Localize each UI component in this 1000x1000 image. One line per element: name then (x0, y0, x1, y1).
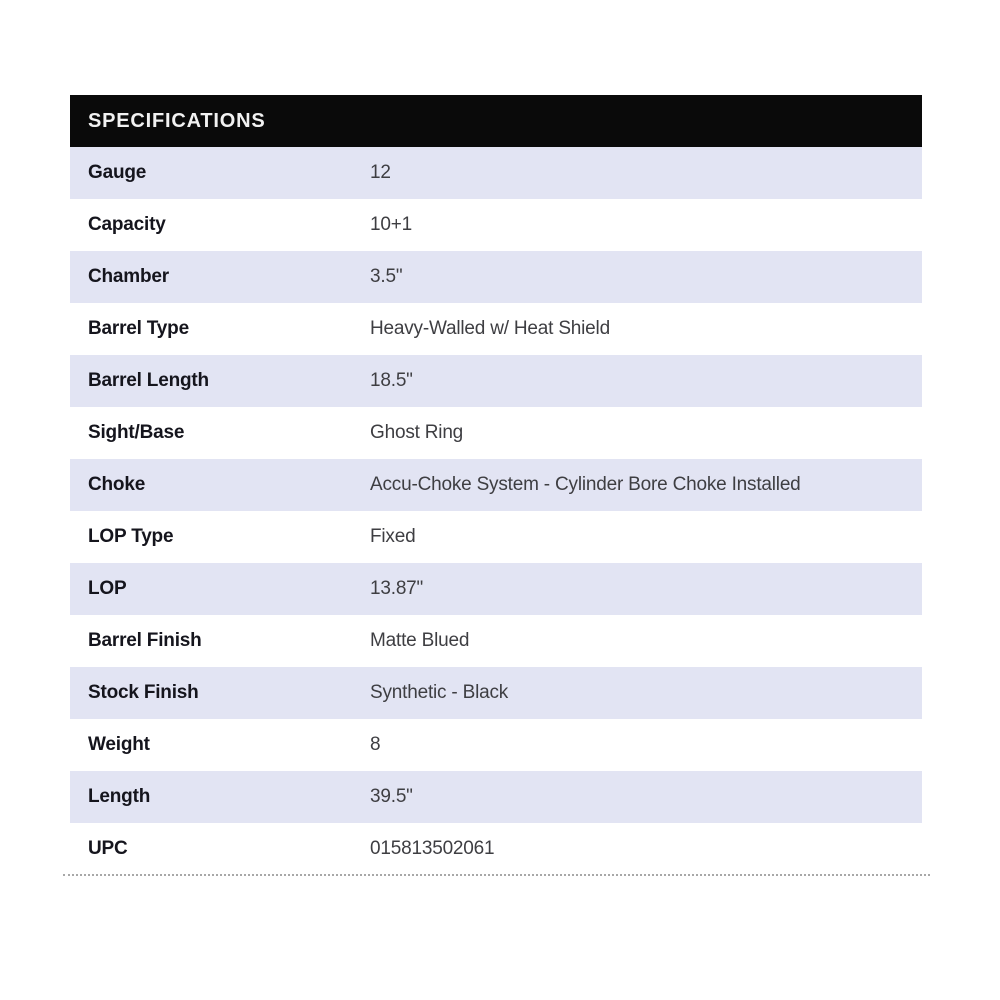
row-value: 39.5" (370, 786, 413, 807)
table-row (70, 615, 922, 667)
row-label: Barrel Finish (88, 630, 202, 651)
table-row (70, 719, 922, 771)
specifications-table-header (70, 95, 922, 147)
row-value: Fixed (370, 526, 416, 547)
row-value: 13.87" (370, 578, 424, 599)
table-row (70, 407, 922, 459)
row-label: Length (88, 786, 151, 807)
row-label: Barrel Length (88, 370, 209, 391)
table-row (70, 667, 922, 719)
bottom-dotted-divider (63, 874, 930, 876)
specifications-rows (70, 147, 922, 875)
table-row (70, 459, 922, 511)
row-label: Weight (88, 734, 150, 755)
table-row (70, 511, 922, 563)
table-row (70, 355, 922, 407)
row-value: Matte Blued (370, 630, 470, 651)
row-label: LOP (88, 578, 127, 599)
row-value: 12 (370, 162, 391, 183)
row-value: Accu-Choke System - Cylinder Bore Choke Installed (370, 474, 801, 495)
table-row (70, 199, 922, 251)
table-row (70, 147, 922, 199)
row-label: Sight/Base (88, 422, 185, 443)
row-value: 015813502061 (370, 838, 495, 859)
row-value: Synthetic - Black (370, 682, 509, 703)
row-value: Heavy-Walled w/ Heat Shield (370, 318, 610, 339)
row-value: 3.5" (370, 266, 403, 287)
specifications-table (70, 95, 922, 875)
row-label: Stock Finish (88, 682, 199, 703)
row-value: 18.5" (370, 370, 413, 391)
row-label: Choke (88, 474, 146, 495)
table-row (70, 251, 922, 303)
row-value: 8 (370, 734, 381, 755)
row-label: Chamber (88, 266, 169, 287)
row-value: 10+1 (370, 214, 412, 235)
row-label: LOP Type (88, 526, 174, 547)
table-row (70, 823, 922, 875)
table-row (70, 771, 922, 823)
table-row (70, 563, 922, 615)
row-value: Ghost Ring (370, 422, 464, 443)
table-row (70, 303, 922, 355)
row-label: Capacity (88, 214, 166, 235)
row-label: UPC (88, 838, 128, 859)
row-label: Barrel Type (88, 318, 189, 339)
row-label: Gauge (88, 162, 147, 183)
specifications-title: SPECIFICATIONS (88, 109, 266, 132)
